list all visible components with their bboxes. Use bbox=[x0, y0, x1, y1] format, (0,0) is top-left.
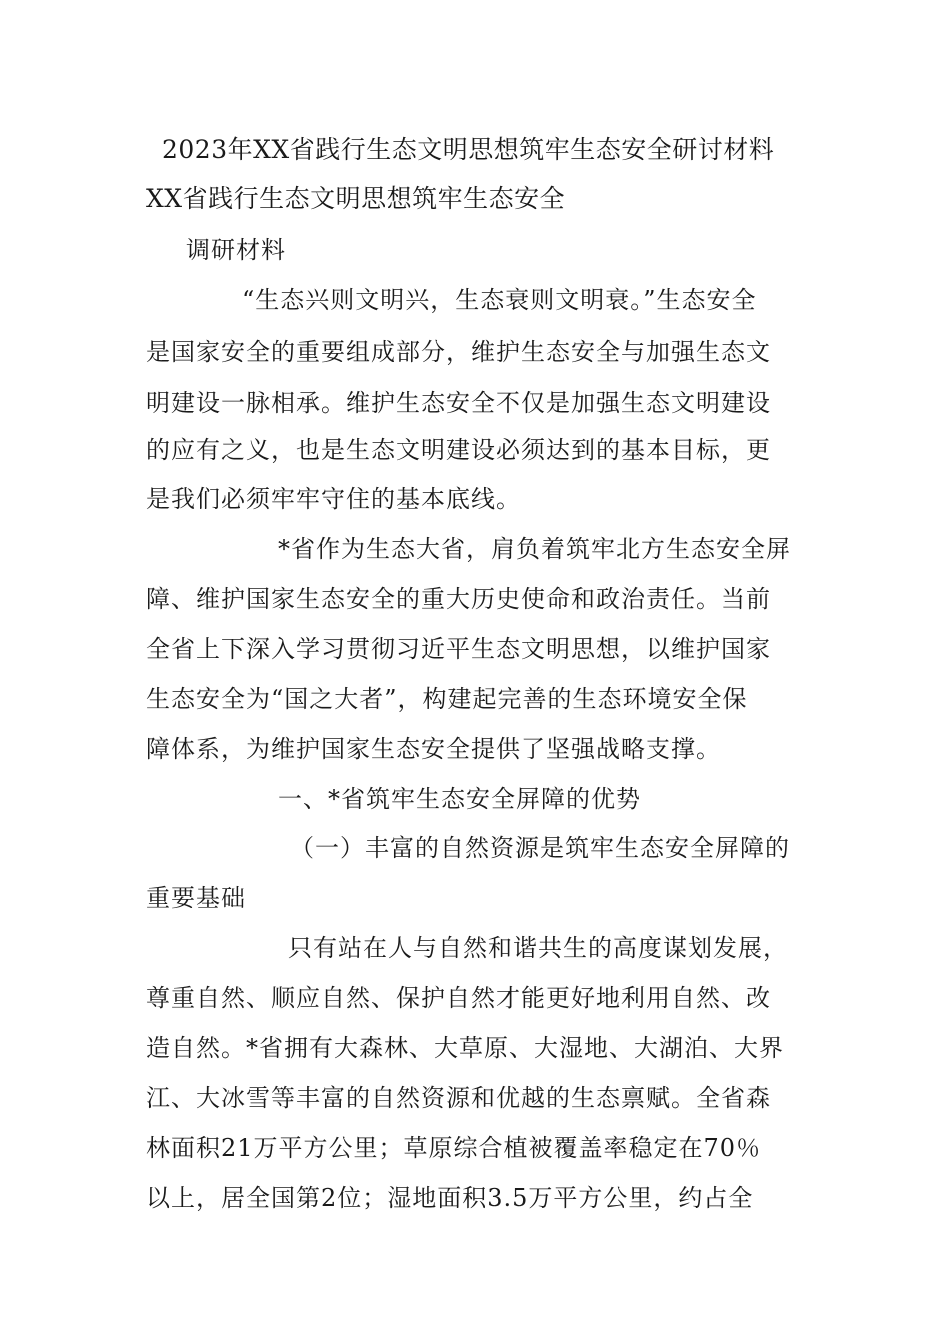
paragraph-line: 是我们必须牢牢守住的基本底线。 bbox=[146, 485, 521, 513]
paragraph-line: 的应有之义，也是生态文明建设必须达到的基本目标，更 bbox=[146, 436, 771, 464]
section-heading: 一、*省筑牢生态安全屏障的优势 bbox=[278, 785, 641, 813]
paragraph-line: *省作为生态大省，肩负着筑牢北方生态安全屏 bbox=[278, 535, 791, 563]
document-subtitle: 调研材料 bbox=[186, 236, 286, 264]
paragraph-line: 障体系，为维护国家生态安全提供了坚强战略支撑。 bbox=[146, 735, 721, 763]
paragraph-line: 障、维护国家生态安全的重大历史使命和政治责任。当前 bbox=[146, 585, 771, 613]
paragraph-line: 是国家安全的重要组成部分，维护生态安全与加强生态文 bbox=[146, 338, 771, 366]
document-title-line-1: 2023年XX省践行生态文明思想筑牢生态安全研讨材料 bbox=[162, 135, 775, 164]
paragraph-line: 造自然。*省拥有大森林、大草原、大湿地、大湖泊、大界 bbox=[146, 1034, 784, 1062]
paragraph-line: 生态安全为“国之大者”，构建起完善的生态环境安全保 bbox=[146, 685, 748, 713]
subsection-heading-line: （一）丰富的自然资源是筑牢生态安全屏障的 bbox=[290, 834, 790, 862]
paragraph-line: 江、大冰雪等丰富的自然资源和优越的生态禀赋。全省森 bbox=[146, 1084, 771, 1112]
subsection-heading-line: 重要基础 bbox=[146, 884, 246, 912]
paragraph-line: 林面积21万平方公里；草原综合植被覆盖率稳定在70％ bbox=[146, 1134, 762, 1162]
paragraph-line: “生态兴则文明兴，生态衰则文明衰。”生态安全 bbox=[242, 286, 757, 314]
paragraph-line: 只有站在人与自然和谐共生的高度谋划发展， bbox=[288, 934, 788, 962]
paragraph-line: 全省上下深入学习贯彻习近平生态文明思想，以维护国家 bbox=[146, 635, 771, 663]
paragraph-line: 明建设一脉相承。维护生态安全不仅是加强生态文明建设 bbox=[146, 389, 771, 417]
paragraph-line: 尊重自然、顺应自然、保护自然才能更好地利用自然、改 bbox=[146, 984, 771, 1012]
paragraph-line: 以上，居全国第2位；湿地面积3.5万平方公里，约占全 bbox=[146, 1184, 754, 1212]
document-title-line-2: XX省践行生态文明思想筑牢生态安全 bbox=[146, 184, 566, 213]
